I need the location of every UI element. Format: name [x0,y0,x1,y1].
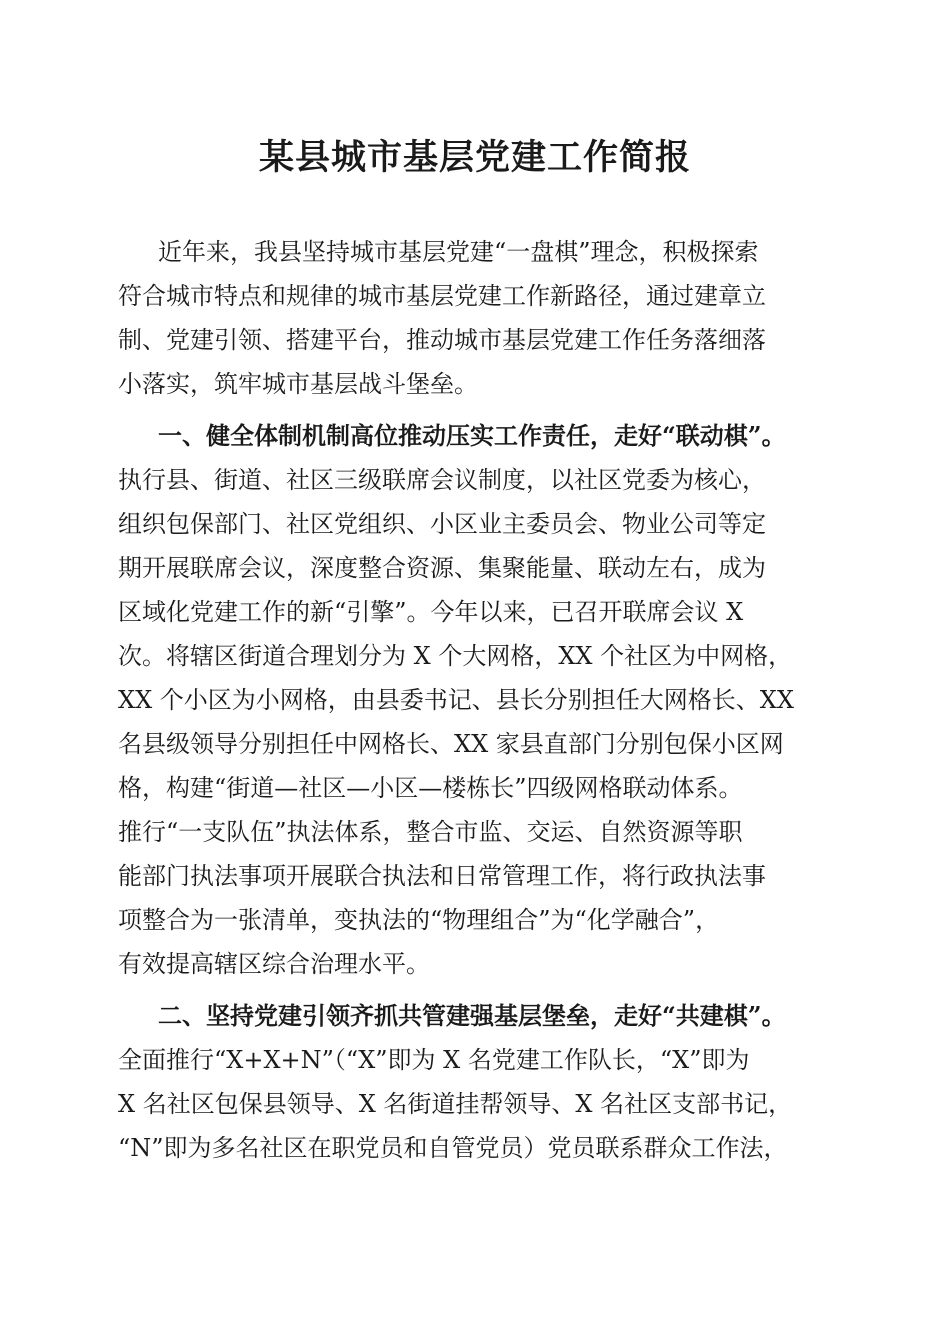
paragraph-intro-line: 小落实，筑牢城市基层战斗堡垒。 [118,370,478,398]
paragraph-intro-line: 符合城市特点和规律的城市基层党建工作新路径，通过建章立 [118,282,766,310]
section-one-line: 推行“一支队伍”执法体系，整合市监、交运、自然资源等职 [118,818,743,846]
section-one-line: 期开展联席会议，深度整合资源、集聚能量、联动左右，成为 [118,554,766,582]
section-one-line: 格，构建“街道—社区—小区—楼栋长”四级网格联动体系。 [118,774,743,802]
section-one-line: 项整合为一张清单，变执法的“物理组合”为“化学融合”， [118,906,720,934]
section-one-line: 组织包保部门、社区党组织、小区业主委员会、物业公司等定 [118,510,766,538]
document-title: 某县城市基层党建工作简报 [258,137,691,178]
section-one-heading: 一、健全体制机制高位推动压实工作责任，走好“联动棋”。 [158,421,786,450]
section-one-line: 次。将辖区街道合理划分为 X 个大网格，XX 个社区为中网格， [118,642,793,670]
section-two-line: 全面推行“X+X+N”（“X”即为 X 名党建工作队长，“X”即为 [118,1046,750,1074]
section-one-line: 区域化党建工作的新“引擎”。今年以来，已召开联席会议 X [118,598,744,626]
section-one-line: 能部门执法事项开展联合执法和日常管理工作，将行政执法事 [118,862,766,890]
section-two-line: X 名社区包保县领导、X 名街道挂帮领导、X 名社区支部书记， [118,1090,793,1118]
section-one-line: 名县级领导分别担任中网格长、XX 家县直部门分别包保小区网 [118,730,784,758]
section-one-line: 执行县、街道、社区三级联席会议制度，以社区党委为核心， [118,466,766,494]
section-one-line: XX 个小区为小网格，由县委书记、县长分别担任大网格长、XX [118,686,794,714]
paragraph-intro-line: 制、党建引领、搭建平台，推动城市基层党建工作任务落细落 [118,326,766,354]
section-two-heading: 二、坚持党建引领齐抓共管建强基层堡垒，走好“共建棋”。 [158,1001,786,1030]
section-two-line: “N”即为多名社区在职党员和自管党员）党员联系群众工作法， [118,1134,788,1162]
section-one-line: 有效提高辖区综合治理水平。 [118,950,430,978]
paragraph-intro-line: 近年来，我县坚持城市基层党建“一盘棋”理念，积极探索 [158,238,759,266]
